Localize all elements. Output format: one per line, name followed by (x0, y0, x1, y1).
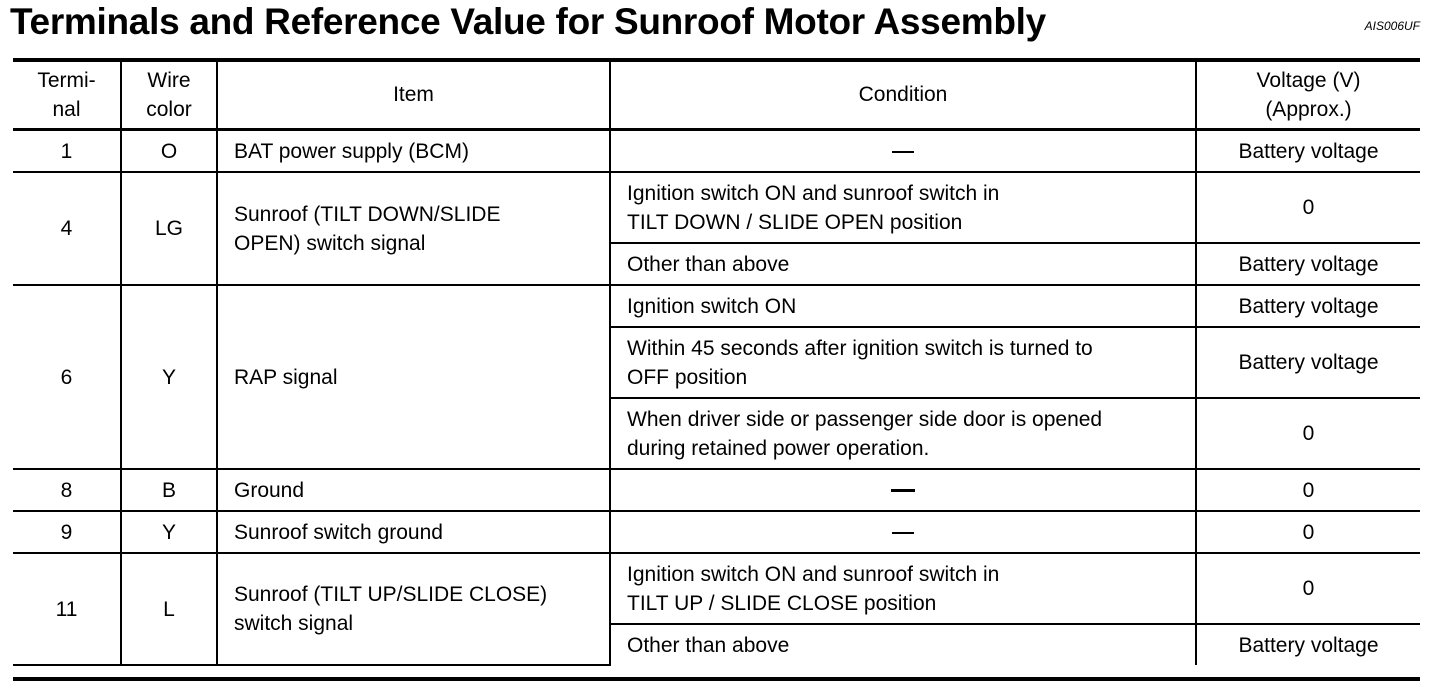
terminal-cell: 1 (13, 130, 121, 173)
condition-cell (610, 398, 1196, 469)
voltage-cell: Battery voltage (1196, 285, 1420, 327)
condition-line: Within 45 seconds after ignition switch is turned to (627, 336, 1093, 360)
bottom-rule (13, 677, 1420, 681)
condition-cell (610, 553, 1196, 624)
voltage-cell: 0 (1196, 469, 1420, 511)
wire-color-cell: L (121, 553, 217, 665)
header-terminal-line2: nal (52, 97, 81, 121)
voltage-cell: 0 (1196, 172, 1420, 243)
header-voltage (1196, 61, 1420, 130)
condition-cell (610, 511, 1196, 553)
wire-color-cell: B (121, 469, 217, 511)
terminal-cell: 11 (13, 553, 121, 665)
condition-line: during retained power operation. (627, 436, 930, 460)
header-wire-line1: Wire (147, 68, 191, 92)
condition-cell: Ignition switch ON (610, 285, 1196, 327)
item-cell: Ground (217, 469, 610, 511)
condition-line: Ignition switch ON and sunroof switch in (627, 181, 1000, 205)
voltage-cell: Battery voltage (1196, 624, 1420, 665)
condition-line: OFF position (627, 365, 748, 389)
page-title: Terminals and Reference Value for Sunroof Motor Assembly (10, 1, 1046, 42)
item-cell: RAP signal (217, 285, 610, 469)
condition-cell (610, 130, 1196, 173)
item-cell: BAT power supply (BCM) (217, 130, 610, 173)
condition-cell: Other than above (610, 243, 1196, 285)
header-terminal (13, 61, 121, 130)
voltage-cell: 0 (1196, 553, 1420, 624)
table-row (13, 285, 1420, 327)
header-item: Item (217, 61, 610, 130)
table-row (13, 469, 1420, 511)
voltage-cell: Battery voltage (1196, 327, 1420, 398)
dash-mark (892, 532, 914, 534)
wire-color-cell: LG (121, 172, 217, 285)
terminal-cell: 8 (13, 469, 121, 511)
item-line: OPEN) switch signal (234, 231, 426, 255)
condition-line: TILT UP / SLIDE CLOSE position (627, 591, 937, 615)
item-cell (217, 553, 610, 665)
voltage-cell: Battery voltage (1196, 243, 1420, 285)
condition-line: TILT DOWN / SLIDE OPEN position (627, 210, 963, 234)
condition-cell: Other than above (610, 624, 1196, 665)
wire-color-cell: O (121, 130, 217, 173)
table-row (13, 130, 1420, 173)
item-line: Sunroof (TILT UP/SLIDE CLOSE) (234, 583, 548, 606)
table-header-row (13, 61, 1420, 130)
voltage-cell: 0 (1196, 398, 1420, 469)
terminal-cell: 4 (13, 172, 121, 285)
header-wire-color (121, 61, 217, 130)
header-voltage-line2: (Approx.) (1265, 97, 1352, 121)
wire-color-cell: Y (121, 285, 217, 469)
condition-cell (610, 327, 1196, 398)
item-cell (217, 172, 610, 285)
item-line: Sunroof (TILT DOWN/SLIDE (234, 202, 501, 226)
table-row (13, 172, 1420, 243)
header-voltage-line1: Voltage (V) (1256, 68, 1361, 92)
terminals-table (13, 61, 1420, 666)
terminal-cell: 9 (13, 511, 121, 553)
table-row (13, 511, 1420, 553)
condition-line: When driver side or passenger side door is opened (627, 407, 1103, 431)
item-line: switch signal (234, 612, 354, 635)
header-terminal-line1: Termi- (37, 68, 96, 92)
table-row (13, 553, 1420, 624)
condition-line: Ignition switch ON and sunroof switch in (627, 562, 1000, 586)
condition-cell (610, 469, 1196, 511)
terminal-cell: 6 (13, 285, 121, 469)
voltage-cell: Battery voltage (1196, 130, 1420, 173)
header-wire-line2: color (146, 97, 192, 121)
item-cell: Sunroof switch ground (217, 511, 610, 553)
dash-mark (891, 489, 915, 492)
wire-color-cell: Y (121, 511, 217, 553)
figure-code: AIS006UF (1364, 19, 1420, 33)
dash-mark (892, 151, 914, 153)
voltage-cell: 0 (1196, 511, 1420, 553)
condition-cell (610, 172, 1196, 243)
header-condition: Condition (610, 61, 1196, 130)
